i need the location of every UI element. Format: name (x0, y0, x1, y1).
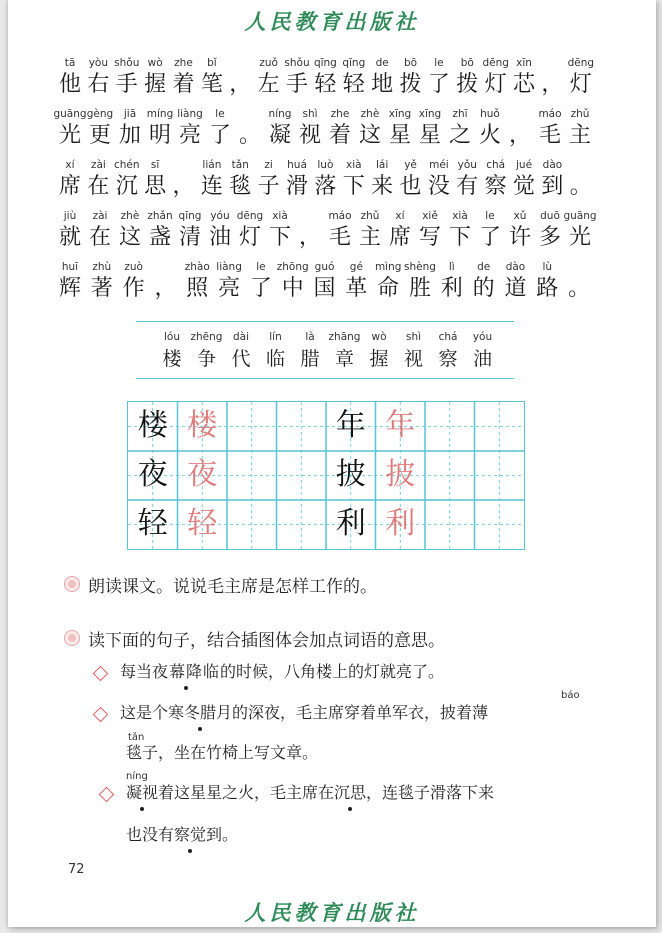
pinyin: xià (345, 159, 362, 171)
hanzi: 。 (238, 123, 261, 148)
hanzi: 油 (472, 348, 492, 370)
pinyin: xià (272, 210, 288, 222)
pinyin: sī (150, 159, 160, 171)
text-line (60, 260, 590, 308)
textbook-page (8, 0, 656, 927)
pinyin: dēng (567, 57, 595, 69)
pinyin: xǔ (513, 210, 527, 222)
hanzi: 。 (568, 276, 591, 301)
page-number: 72 (68, 862, 85, 877)
pinyin-bao: báo (561, 690, 580, 701)
hanzi: 路 (536, 276, 559, 301)
pinyin: lù (542, 261, 553, 273)
s3b-dotted: 察觉 (174, 823, 206, 847)
new-words-bar (136, 321, 514, 379)
pinyin: xiě (422, 210, 438, 222)
pinyin: xīng (418, 108, 442, 120)
hanzi: 手 (115, 72, 138, 97)
model-character: 披 (335, 457, 366, 492)
pinyin (559, 260, 599, 275)
hanzi: 毛 (328, 225, 351, 250)
pinyin: bō (403, 57, 418, 69)
ruby-char (560, 209, 600, 252)
hanzi: 芯 (513, 72, 536, 97)
hanzi: 。 (569, 174, 592, 199)
hanzi: 到 (541, 174, 564, 199)
pinyin: zhe (174, 57, 193, 69)
pinyin: lái (376, 159, 389, 171)
sentence-3-cont (126, 823, 238, 847)
s3-dotted-a: 凝视 (126, 781, 158, 805)
pinyin: tā (64, 57, 76, 69)
question-1: 朗读课文。说说毛主席是怎样工作的。 (88, 577, 377, 597)
hanzi: 加 (118, 123, 141, 148)
hanzi: 来 (371, 174, 394, 199)
hanzi: 明 (148, 123, 171, 148)
hanzi: 毯 (229, 174, 252, 199)
ruby-char (463, 330, 503, 373)
hanzi: 火 (478, 123, 501, 148)
pinyin: shǒu (284, 57, 310, 69)
hanzi: 地 (371, 72, 394, 97)
pinyin: zhāng (328, 331, 361, 343)
pinyin: zhào (184, 261, 210, 273)
pinyin: shì (302, 108, 318, 120)
pinyin: le (485, 210, 495, 222)
ruby-char (561, 56, 601, 99)
trace-character: 利 (385, 506, 416, 541)
hanzi: 毛 (538, 123, 561, 148)
pinyin: bō (460, 57, 474, 69)
pinyin: lì (448, 261, 455, 273)
model-character: 年 (335, 408, 366, 443)
pinyin: zhǔ (570, 108, 590, 120)
hanzi: ， (229, 72, 252, 97)
model-character: 夜 (137, 457, 168, 492)
pinyin: zhǎn (147, 210, 173, 222)
pinyin: xí (65, 159, 75, 171)
pinyin: xīn (516, 57, 532, 69)
pinyin: xīng (388, 108, 412, 120)
s3-d: ，连毯子滑落下来 (366, 783, 495, 802)
hanzi: 主 (358, 225, 381, 250)
pinyin: wò (371, 331, 387, 343)
hanzi: 席 (58, 174, 81, 199)
hanzi: 灯 (569, 72, 592, 97)
pinyin-ning: níng (126, 771, 148, 782)
pinyin: dēng (482, 57, 509, 69)
hanzi: 道 (504, 276, 527, 301)
pinyin: shèng (404, 261, 436, 273)
pinyin: qīng (342, 57, 366, 69)
hanzi: 察 (484, 174, 507, 199)
model-character: 轻 (137, 506, 168, 541)
hanzi: 写 (418, 225, 441, 250)
hanzi: 照 (186, 276, 209, 301)
hanzi: 星 (388, 123, 411, 148)
pinyin: guāng (53, 108, 87, 120)
pinyin: duō (540, 210, 560, 222)
trace-character: 轻 (187, 506, 218, 541)
pinyin: zhēng (190, 331, 223, 343)
model-character: 利 (335, 506, 366, 541)
sentence-1 (120, 660, 444, 684)
pinyin: gèng (86, 108, 114, 120)
sentence-3 (126, 781, 494, 805)
pinyin: máo (328, 210, 352, 222)
hanzi: 这 (118, 225, 141, 250)
text-line (60, 158, 590, 206)
hanzi: 主 (568, 123, 591, 148)
hanzi: 利 (440, 276, 463, 301)
s3b-a: 也没有 (126, 825, 175, 844)
hanzi: 笔 (200, 72, 223, 97)
pinyin: yǒu (457, 159, 477, 171)
pinyin: luò (317, 159, 334, 171)
pinyin: guó (314, 261, 335, 273)
hanzi: 轻 (342, 72, 365, 97)
hanzi: 着 (328, 123, 351, 148)
pinyin: huǒ (480, 108, 500, 120)
pinyin: lóu (164, 331, 180, 343)
pinyin: xià (452, 210, 468, 222)
pinyin: dēng (236, 210, 264, 222)
pinyin: liàng (177, 108, 203, 120)
pinyin: qīng (178, 210, 202, 222)
hanzi: 光 (58, 123, 81, 148)
question-2: 读下面的句子，结合插图体会加点词语的意思。 (88, 631, 445, 651)
hanzi: 这 (358, 123, 381, 148)
pinyin: yòu (88, 57, 109, 69)
hanzi: 章 (334, 348, 354, 370)
read-sentences-icon (64, 630, 80, 646)
hanzi: 下 (448, 225, 471, 250)
hanzi: 临 (265, 348, 285, 370)
hanzi: 了 (478, 225, 501, 250)
hanzi: ， (541, 72, 564, 97)
hanzi: ， (508, 123, 531, 148)
pinyin: chén (113, 159, 140, 171)
punctuation (559, 260, 599, 303)
hanzi: 灯 (484, 72, 507, 97)
s2-before: 这是个 (120, 703, 169, 722)
pinyin: là (305, 331, 315, 343)
hanzi: 之 (448, 123, 471, 148)
pinyin: de (375, 57, 389, 69)
hanzi: 胜 (408, 276, 431, 301)
sentence-2 (120, 701, 488, 725)
bullet-diamond-icon (93, 666, 109, 682)
hanzi: 连 (200, 174, 223, 199)
hanzi: 视 (298, 123, 321, 148)
pinyin: jiù (63, 210, 77, 222)
hanzi: 清 (178, 225, 201, 250)
pinyin: chá (438, 331, 458, 343)
bullet-diamond-icon (99, 787, 115, 803)
s3-dotted-c: 沉思 (334, 781, 366, 805)
pinyin: huī (61, 261, 79, 273)
hanzi: 了 (208, 123, 231, 148)
s1-before: 每当 (120, 662, 153, 681)
pinyin: zhōng (276, 261, 309, 273)
model-character: 楼 (137, 408, 168, 443)
hanzi: 没 (427, 174, 450, 199)
pinyin: le (434, 57, 444, 69)
hanzi: 在 (88, 225, 111, 250)
publisher-footer: 人民教育出版社 (244, 900, 420, 925)
hanzi: 下 (268, 225, 291, 250)
hanzi: 有 (456, 174, 479, 199)
s2-dotted: 寒冬腊月 (168, 701, 232, 725)
s3-b: 着这星星之火，毛主席在 (158, 783, 335, 802)
read-aloud-icon (64, 576, 80, 592)
pinyin: mìng (374, 261, 402, 273)
pinyin: yóu (210, 210, 230, 222)
pinyin: zuǒ (259, 57, 278, 69)
pinyin: zhī (452, 108, 468, 120)
hanzi: 革 (345, 276, 368, 301)
pinyin: dài (232, 331, 250, 343)
hanzi: 握 (369, 348, 389, 370)
s1-dotted: 夜幕降临 (152, 660, 220, 684)
trace-character: 夜 (187, 457, 218, 492)
pinyin-tan: tǎn (128, 732, 145, 743)
publisher-header: 人民教育出版社 (244, 9, 420, 34)
s2-after: 的深夜，毛主席穿着单军衣，披着薄 (232, 703, 489, 722)
hanzi: 在 (87, 174, 110, 199)
hanzi: 下 (342, 174, 365, 199)
hanzi: 滑 (286, 174, 309, 199)
pinyin: shǒu (114, 57, 140, 69)
pinyin (561, 158, 601, 173)
hanzi: ， (154, 276, 177, 301)
hanzi: 多 (538, 225, 561, 250)
pinyin: zhǔ (360, 210, 380, 222)
pinyin: tǎn (231, 159, 249, 171)
hanzi: 星 (418, 123, 441, 148)
hanzi: 手 (286, 72, 309, 97)
bullet-diamond-icon (93, 707, 109, 723)
pinyin: zhè (360, 108, 380, 120)
hanzi: 落 (314, 174, 337, 199)
text-line (53, 107, 591, 155)
pinyin: guāng (563, 210, 597, 222)
hanzi: 代 (231, 348, 251, 370)
hanzi: 子 (257, 174, 280, 199)
hanzi: 更 (88, 123, 111, 148)
pinyin: shì (405, 331, 422, 343)
pinyin: yóu (472, 331, 493, 343)
pinyin: liàng (216, 261, 242, 273)
pinyin: méi (429, 159, 449, 171)
hanzi: 席 (388, 225, 411, 250)
pinyin: bǐ (207, 57, 217, 69)
hanzi: 命 (377, 276, 400, 301)
pinyin: le (215, 108, 225, 120)
hanzi: 作 (122, 276, 145, 301)
hanzi: 视 (403, 348, 423, 370)
pinyin: zhè (120, 210, 140, 222)
hanzi: 楼 (162, 348, 182, 370)
hanzi: 拨 (456, 72, 479, 97)
hanzi: 凝 (268, 123, 291, 148)
hanzi: 辉 (58, 276, 81, 301)
trace-character: 年 (385, 408, 416, 443)
hanzi: 的 (472, 276, 495, 301)
hanzi: 亮 (178, 123, 201, 148)
pinyin: dào (542, 159, 563, 171)
s3b-c: 到。 (206, 825, 239, 844)
hanzi: 光 (568, 225, 591, 250)
pinyin: xí (395, 210, 405, 222)
pinyin: zài (92, 210, 108, 222)
pinyin: zuò (124, 261, 143, 273)
pinyin: lián (202, 159, 222, 171)
trace-character: 披 (385, 457, 416, 492)
pinyin: zhù (92, 261, 112, 273)
sentence-2-cont: 毯子，坐在竹椅上写文章。 (126, 743, 319, 762)
pinyin: máo (538, 108, 562, 120)
hanzi: 握 (144, 72, 167, 97)
hanzi: 就 (58, 225, 81, 250)
pinyin: zhe (330, 108, 350, 120)
hanzi: 左 (257, 72, 280, 97)
hanzi: 著 (90, 276, 113, 301)
pinyin: níng (268, 108, 292, 120)
pinyin: huá (287, 159, 307, 171)
hanzi: 亮 (218, 276, 241, 301)
hanzi: 国 (313, 276, 336, 301)
punctuation (561, 158, 601, 201)
hanzi: 油 (208, 225, 231, 250)
hanzi: 他 (58, 72, 81, 97)
hanzi: 沉 (115, 174, 138, 199)
hanzi: 拨 (399, 72, 422, 97)
pinyin: gé (349, 261, 363, 273)
hanzi: 也 (399, 174, 422, 199)
hanzi: 中 (281, 276, 304, 301)
pinyin: qīng (313, 57, 337, 69)
hanzi: 察 (438, 348, 458, 370)
hanzi: 盏 (148, 225, 171, 250)
pinyin: zi (264, 159, 273, 171)
pinyin: yě (404, 159, 417, 171)
hanzi: 灯 (238, 225, 261, 250)
hanzi: 争 (196, 348, 216, 370)
hanzi: 觉 (513, 174, 536, 199)
hanzi: 许 (508, 225, 531, 250)
pinyin: lín (269, 331, 282, 343)
text-line (58, 56, 595, 104)
pinyin: jué (516, 159, 533, 171)
hanzi: 腊 (300, 348, 320, 370)
text-line (58, 209, 597, 257)
pinyin: wò (147, 57, 163, 69)
hanzi: 了 (427, 72, 450, 97)
hanzi: 思 (144, 174, 167, 199)
hanzi: 着 (172, 72, 195, 97)
pinyin: zài (90, 159, 106, 171)
pinyin: dào (505, 261, 526, 273)
hanzi: 了 (249, 276, 272, 301)
pinyin: le (256, 261, 266, 273)
trace-character: 楼 (187, 408, 218, 443)
pinyin: jiā (123, 108, 137, 120)
writing-grid (127, 401, 525, 550)
hanzi: 右 (87, 72, 110, 97)
hanzi: ， (172, 174, 195, 199)
ruby-char (560, 107, 600, 150)
s1-after: 的时候，八角楼上的灯就亮了。 (220, 662, 445, 681)
pinyin: chá (486, 159, 506, 171)
hanzi: ， (298, 225, 321, 250)
hanzi: 轻 (314, 72, 337, 97)
pinyin: míng (146, 108, 174, 120)
pinyin: de (477, 261, 491, 273)
